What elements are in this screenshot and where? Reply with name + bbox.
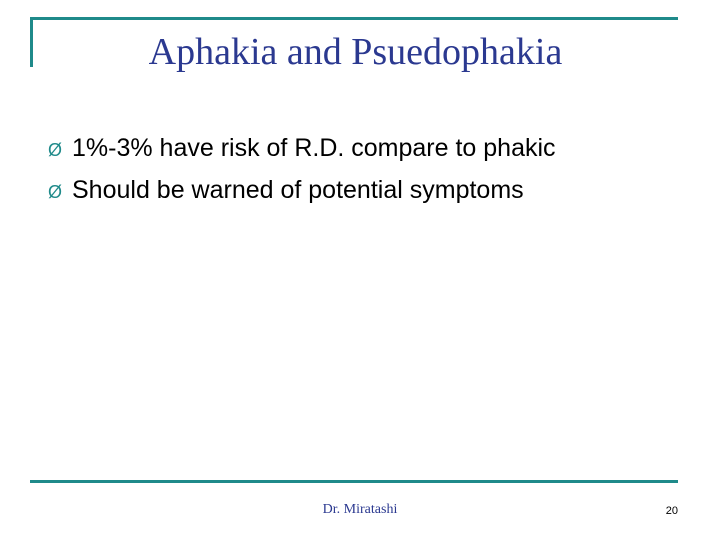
- footer-author: Dr. Miratashi: [322, 502, 398, 517]
- bullet-text: 1%-3% have risk of R.D. compare to phakic: [72, 134, 556, 162]
- arrow-bullet-icon: Ø: [48, 182, 63, 202]
- bullet-item: [48, 176, 556, 218]
- bullet-item: [48, 134, 556, 176]
- page-number: 20: [665, 505, 678, 517]
- arrow-bullet-icon: Ø: [48, 140, 63, 160]
- footer-rule: [30, 480, 678, 483]
- bullet-list: [48, 134, 556, 218]
- title-top-rule: [30, 17, 678, 20]
- slide-title: Aphakia and Psuedophakia: [148, 31, 563, 73]
- bullet-text: Should be warned of potential symptoms: [72, 176, 524, 204]
